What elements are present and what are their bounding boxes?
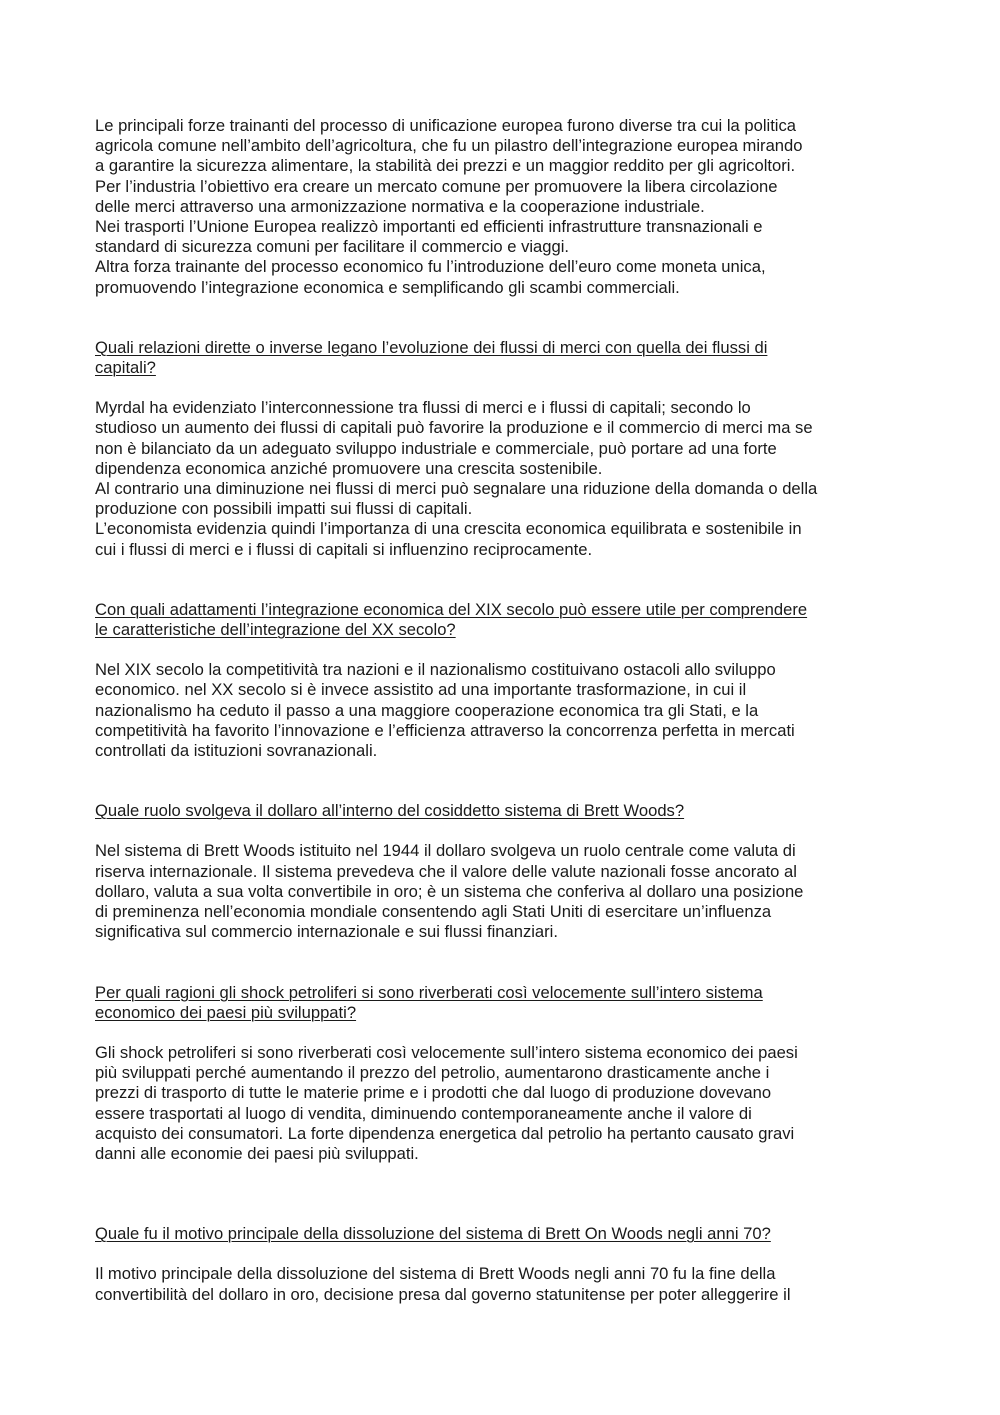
text-line: danni alle economie dei paesi più sviluppati. bbox=[95, 1143, 419, 1163]
question-line: capitali? bbox=[95, 358, 156, 378]
text-line: controllati da istituzioni sovranazionali. bbox=[95, 741, 378, 761]
question-line: Quale fu il motivo principale della dissoluzione del sistema di Brett On Woods negli anni 70? bbox=[95, 1224, 771, 1244]
text-line: riserva internazionale. Il sistema prevedeva che il valore delle valute nazionali fosse ancorato al bbox=[95, 861, 797, 881]
answer-paragraph bbox=[95, 1264, 915, 1304]
text-line: prezzi di trasporto di tutte le materie prime e i prodotti che dal luogo di produzione dovevano bbox=[95, 1083, 772, 1103]
question-heading bbox=[95, 801, 915, 821]
text-line: nazionalismo ha ceduto il passo a una maggiore cooperazione economica tra gli Stati, e la bbox=[95, 700, 759, 720]
text-line: acquisto dei consumatori. La forte dipendenza energetica dal petrolio ha pertanto causato gravi bbox=[95, 1123, 795, 1143]
text-line: di preminenza nell’economia mondiale consentendo agli Stati Uniti di esercitare un’influenza bbox=[95, 902, 772, 922]
question-heading bbox=[95, 600, 915, 640]
text-line: L’economista evidenzia quindi l’importanza di una crescita economica equilibrata e sostenibile in bbox=[95, 519, 802, 539]
text-line: studioso un aumento dei flussi di capitali può favorire la produzione e il commercio di merci ma se bbox=[95, 418, 813, 438]
question-heading bbox=[95, 338, 915, 378]
text-line: Le principali forze trainanti del processo di unificazione europea furono diverse tra cui la politica bbox=[95, 116, 797, 135]
question-line: economico dei paesi più sviluppati? bbox=[95, 1002, 357, 1022]
text-line: Nel sistema di Brett Woods istituito nel 1944 il dollaro svolgeva un ruolo centrale come valuta di bbox=[95, 841, 796, 861]
text-line: agricola comune nell’ambito dell’agricoltura, che fu un pilastro dell’integrazione europea mirando bbox=[95, 136, 803, 156]
answer-paragraph bbox=[95, 660, 915, 761]
question-line: Per quali ragioni gli shock petroliferi si sono riverberati così velocemente sull’intero sistema bbox=[95, 982, 763, 1002]
text-line: Il motivo principale della dissoluzione del sistema di Brett Woods negli anni 70 fu la fine della bbox=[95, 1264, 776, 1284]
text-line: Al contrario una diminuzione nei flussi di merci può segnalare una riduzione della domanda o della bbox=[95, 479, 818, 499]
text-line: convertibilità del dollaro in oro, decisione presa dal governo statunitense per poter alleggerire il bbox=[95, 1284, 791, 1304]
text-line: Nei trasporti l’Unione Europea realizzò importanti ed efficienti infrastrutture transnazionali e bbox=[95, 217, 763, 237]
text-line: promuovendo l’integrazione economica e semplificando gli scambi commerciali. bbox=[95, 277, 680, 297]
question-line: Con quali adattamenti l’integrazione economica del XIX secolo può essere utile per comprendere bbox=[95, 599, 808, 619]
text-line: dollaro, valuta a sua volta convertibile in oro; è un sistema che conferiva al dollaro una posizione bbox=[95, 881, 804, 901]
question-line: Quali relazioni dirette o inverse legano l’evoluzione dei flussi di merci con quella dei flussi di bbox=[95, 337, 768, 357]
question-heading bbox=[95, 1224, 915, 1244]
intro-paragraph bbox=[95, 116, 915, 298]
text-line: economico. nel XX secolo si è invece assistito ad una importante trasformazione, in cui il bbox=[95, 680, 747, 700]
text-line: Myrdal ha evidenziato l’interconnessione tra flussi di merci e i flussi di capitali; secondo lo bbox=[95, 398, 751, 418]
text-line: essere trasportati al luogo di vendita, diminuendo contemporaneamente anche il valore di bbox=[95, 1103, 752, 1123]
text-line: Gli shock petroliferi si sono riverberati così velocemente sull’intero sistema economico dei paesi bbox=[95, 1042, 798, 1062]
text-line: standard di sicurezza comuni per facilitare il commercio e viaggi. bbox=[95, 237, 570, 257]
answer-paragraph bbox=[95, 1043, 915, 1164]
text-line: Per l’industria l’obiettivo era creare un mercato comune per promuovere la libera circolazione bbox=[95, 176, 778, 196]
text-line: non è bilanciato da un adeguato sviluppo industriale e commerciale, può portare ad una forte bbox=[95, 438, 777, 458]
text-line: produzione con possibili impatti sui flussi di capitali. bbox=[95, 499, 473, 519]
answer-paragraph bbox=[95, 841, 915, 942]
question-line: le caratteristiche dell’integrazione del XX secolo? bbox=[95, 620, 456, 640]
document-page bbox=[95, 116, 915, 1305]
question-heading bbox=[95, 983, 915, 1023]
text-line: cui i flussi di merci e i flussi di capitali si influenzino reciprocamente. bbox=[95, 539, 593, 559]
answer-paragraph bbox=[95, 398, 915, 560]
text-line: dipendenza economica anziché promuovere una crescita sostenibile. bbox=[95, 458, 603, 478]
text-line: competitività ha favorito l’innovazione e l’efficienza attraverso la concorrenza perfetta in mercati bbox=[95, 720, 795, 740]
text-line: a garantire la sicurezza alimentare, la stabilità dei prezzi e un maggior reddito per gli agricoltori. bbox=[95, 156, 796, 176]
text-line: più sviluppati perché aumentando il prezzo del petrolio, aumentarono drasticamente anche i bbox=[95, 1063, 770, 1083]
text-line: Nel XIX secolo la competitività tra nazioni e il nazionalismo costituivano ostacoli allo sviluppo bbox=[95, 660, 776, 680]
question-line: Quale ruolo svolgeva il dollaro all’interno del cosiddetto sistema di Brett Woods? bbox=[95, 801, 685, 821]
text-line: significativa sul commercio internazionale e sui flussi finanziari. bbox=[95, 922, 558, 942]
text-line: delle merci attraverso una armonizzazione normativa e la cooperazione industriale. bbox=[95, 196, 705, 216]
text-line: Altra forza trainante del processo economico fu l’introduzione dell’euro come moneta unica, bbox=[95, 257, 766, 277]
